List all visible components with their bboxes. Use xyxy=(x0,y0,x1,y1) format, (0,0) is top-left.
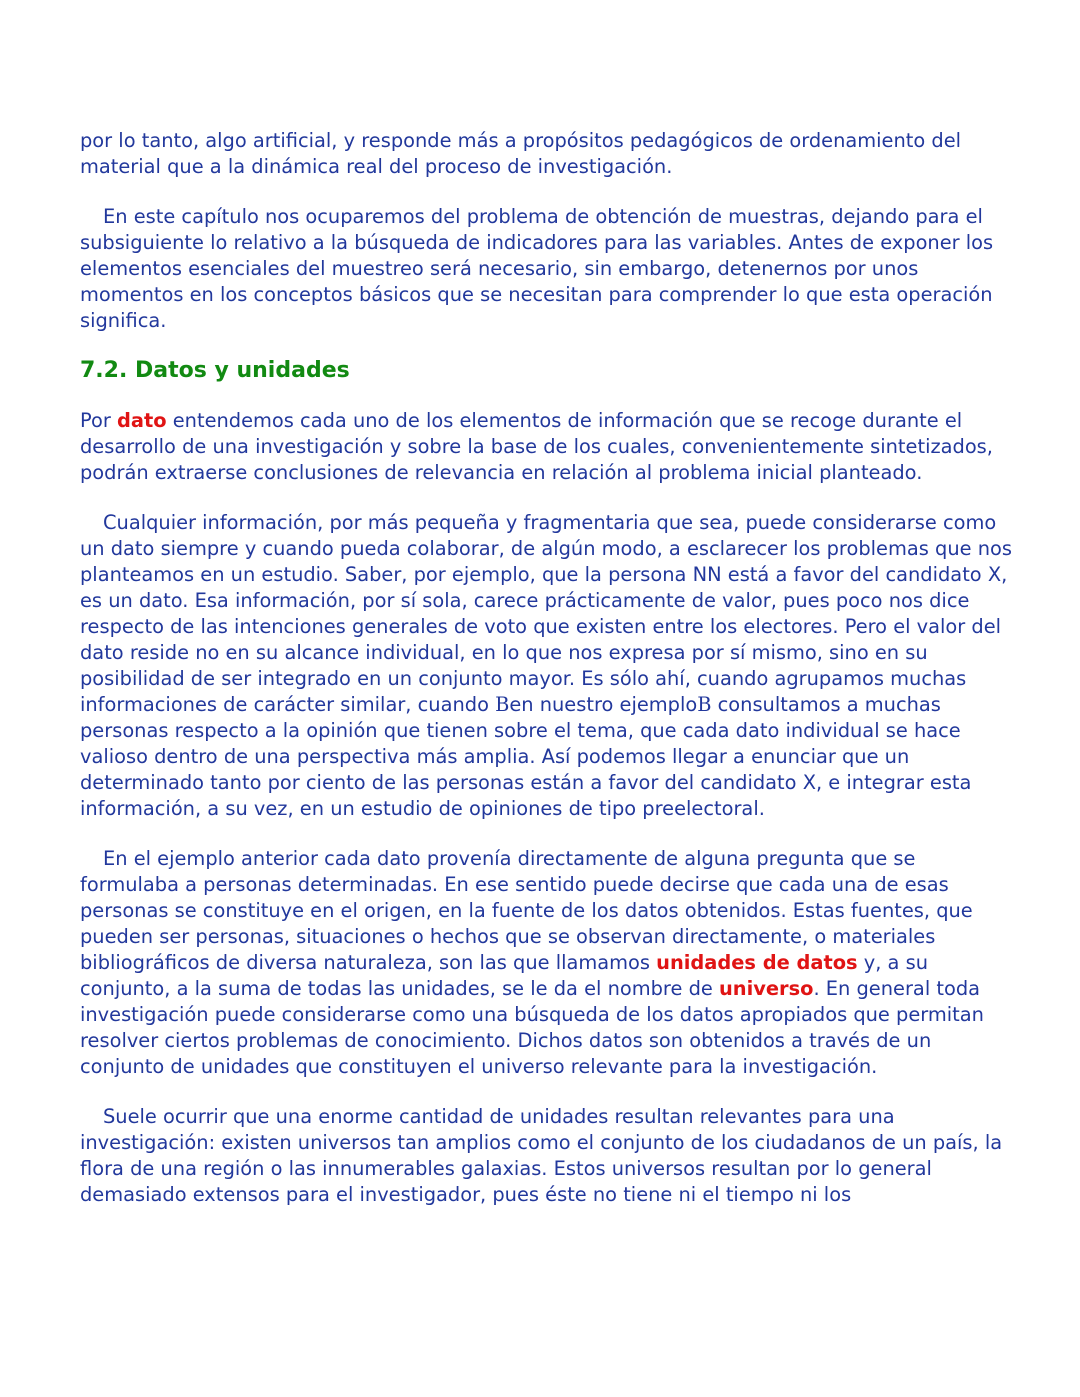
paragraph-unidades-universo xyxy=(80,846,1020,1080)
paragraph-universe-size: Suele ocurrir que una enorme cantidad de unidades resultan relevantes para una investigación: existen universos tan amplios como el conjunto de los ciudadanos de un país, la flora de una región o las innumerables galaxias. Estos universos resultan por lo general demasiado extensos para el investigador, pues éste no tiene ni el tiempo ni los xyxy=(80,1105,1003,1206)
text-segment: Cualquier información, por más pequeña y fragmentaria que sea, puede considerarse como un dato siempre y cuando pueda colaborar, de algún modo, a esclarecer los problemas que nos planteamos en un estudio. Saber, por ejemplo, que la persona NN está a favor del candidato X, es un dato. Esa información, por sí sola, carece prácticamente de valor, pues poco nos dice respecto de las intenciones generales de voto que existen entre los electores. Pero el valor del dato reside no en su alcance individual, en lo que nos expresa por sí mismo, sino en su posibilidad de ser integrado en un conjunto mayor. Es sólo ahí, cuando agrupamos muchas informaciones de carácter similar, cuando xyxy=(80,511,1012,716)
text-segment: En el ejemplo anterior cada dato provenía directamente de alguna pregunta que se formulaba a personas determinadas. En ese sentido puede decirse que cada una de esas personas se constituye en el origen, en la fuente de los datos obtenidos. Estas fuentes, que pueden ser personas, situaciones o hechos que se observan directamente, o materiales bibliográficos de diversa naturaleza, son las que llamamos xyxy=(80,847,973,974)
text-segment: . En general toda investigación puede considerarse como una búsqueda de los datos apropiados que permitan resolver ciertos problemas de conocimiento. Dichos datos son obtenidos a través de un conjunto de unidades que constituyen el universo relevante para la investigación. xyxy=(80,977,984,1078)
paragraph-dato-example xyxy=(80,510,1020,822)
paragraph-dato-definition xyxy=(80,408,1020,486)
term-universo: universo xyxy=(718,977,814,1000)
dash-mark: B xyxy=(697,693,712,716)
paragraph-chapter-scope: En este capítulo nos ocuparemos del problema de obtención de muestras, dejando para el subsiguiente lo relativo a la búsqueda de indicadores para las variables. Antes de exponer los elementos esenciales del muestreo será necesario, sin embargo, detenernos por unos momentos en los conceptos básicos que se necesitan para comprender lo que esta operación significa. xyxy=(80,205,994,332)
text-segment: en nuestro ejemplo xyxy=(509,693,698,716)
term-dato: dato xyxy=(117,409,167,432)
term-unidades-de-datos: unidades de datos xyxy=(656,951,858,974)
dash-mark: B xyxy=(495,693,510,716)
text-segment: y, a su conjunto, a la suma de todas las unidades, se le da el nombre de xyxy=(80,951,928,1000)
text-segment: Por xyxy=(80,409,118,432)
paragraph-intro-continuation: por lo tanto, algo artificial, y responde más a propósitos pedagógicos de ordenamiento del material que a la dinámica real del proceso de investigación. xyxy=(80,129,962,178)
text-segment: consultamos a muchas personas respecto a la opinión que tienen sobre el tema, que cada dato individual se hace valioso dentro de una perspectiva más amplia. Así podemos llegar a enunciar que un determinado tanto por ciento de las personas están a favor del candidato X, e integrar esta información, a su vez, en un estudio de opiniones de tipo preelectoral. xyxy=(80,693,972,820)
document-page xyxy=(80,128,1020,1232)
section-heading: 7.2. Datos y unidades xyxy=(80,358,350,383)
text-segment: entendemos cada uno de los elementos de información que se recoge durante el desarrollo de una investigación y sobre la base de los cuales, convenientemente sintetizados, podrán extraerse conclusiones de relevancia en relación al problema inicial planteado. xyxy=(80,409,993,484)
